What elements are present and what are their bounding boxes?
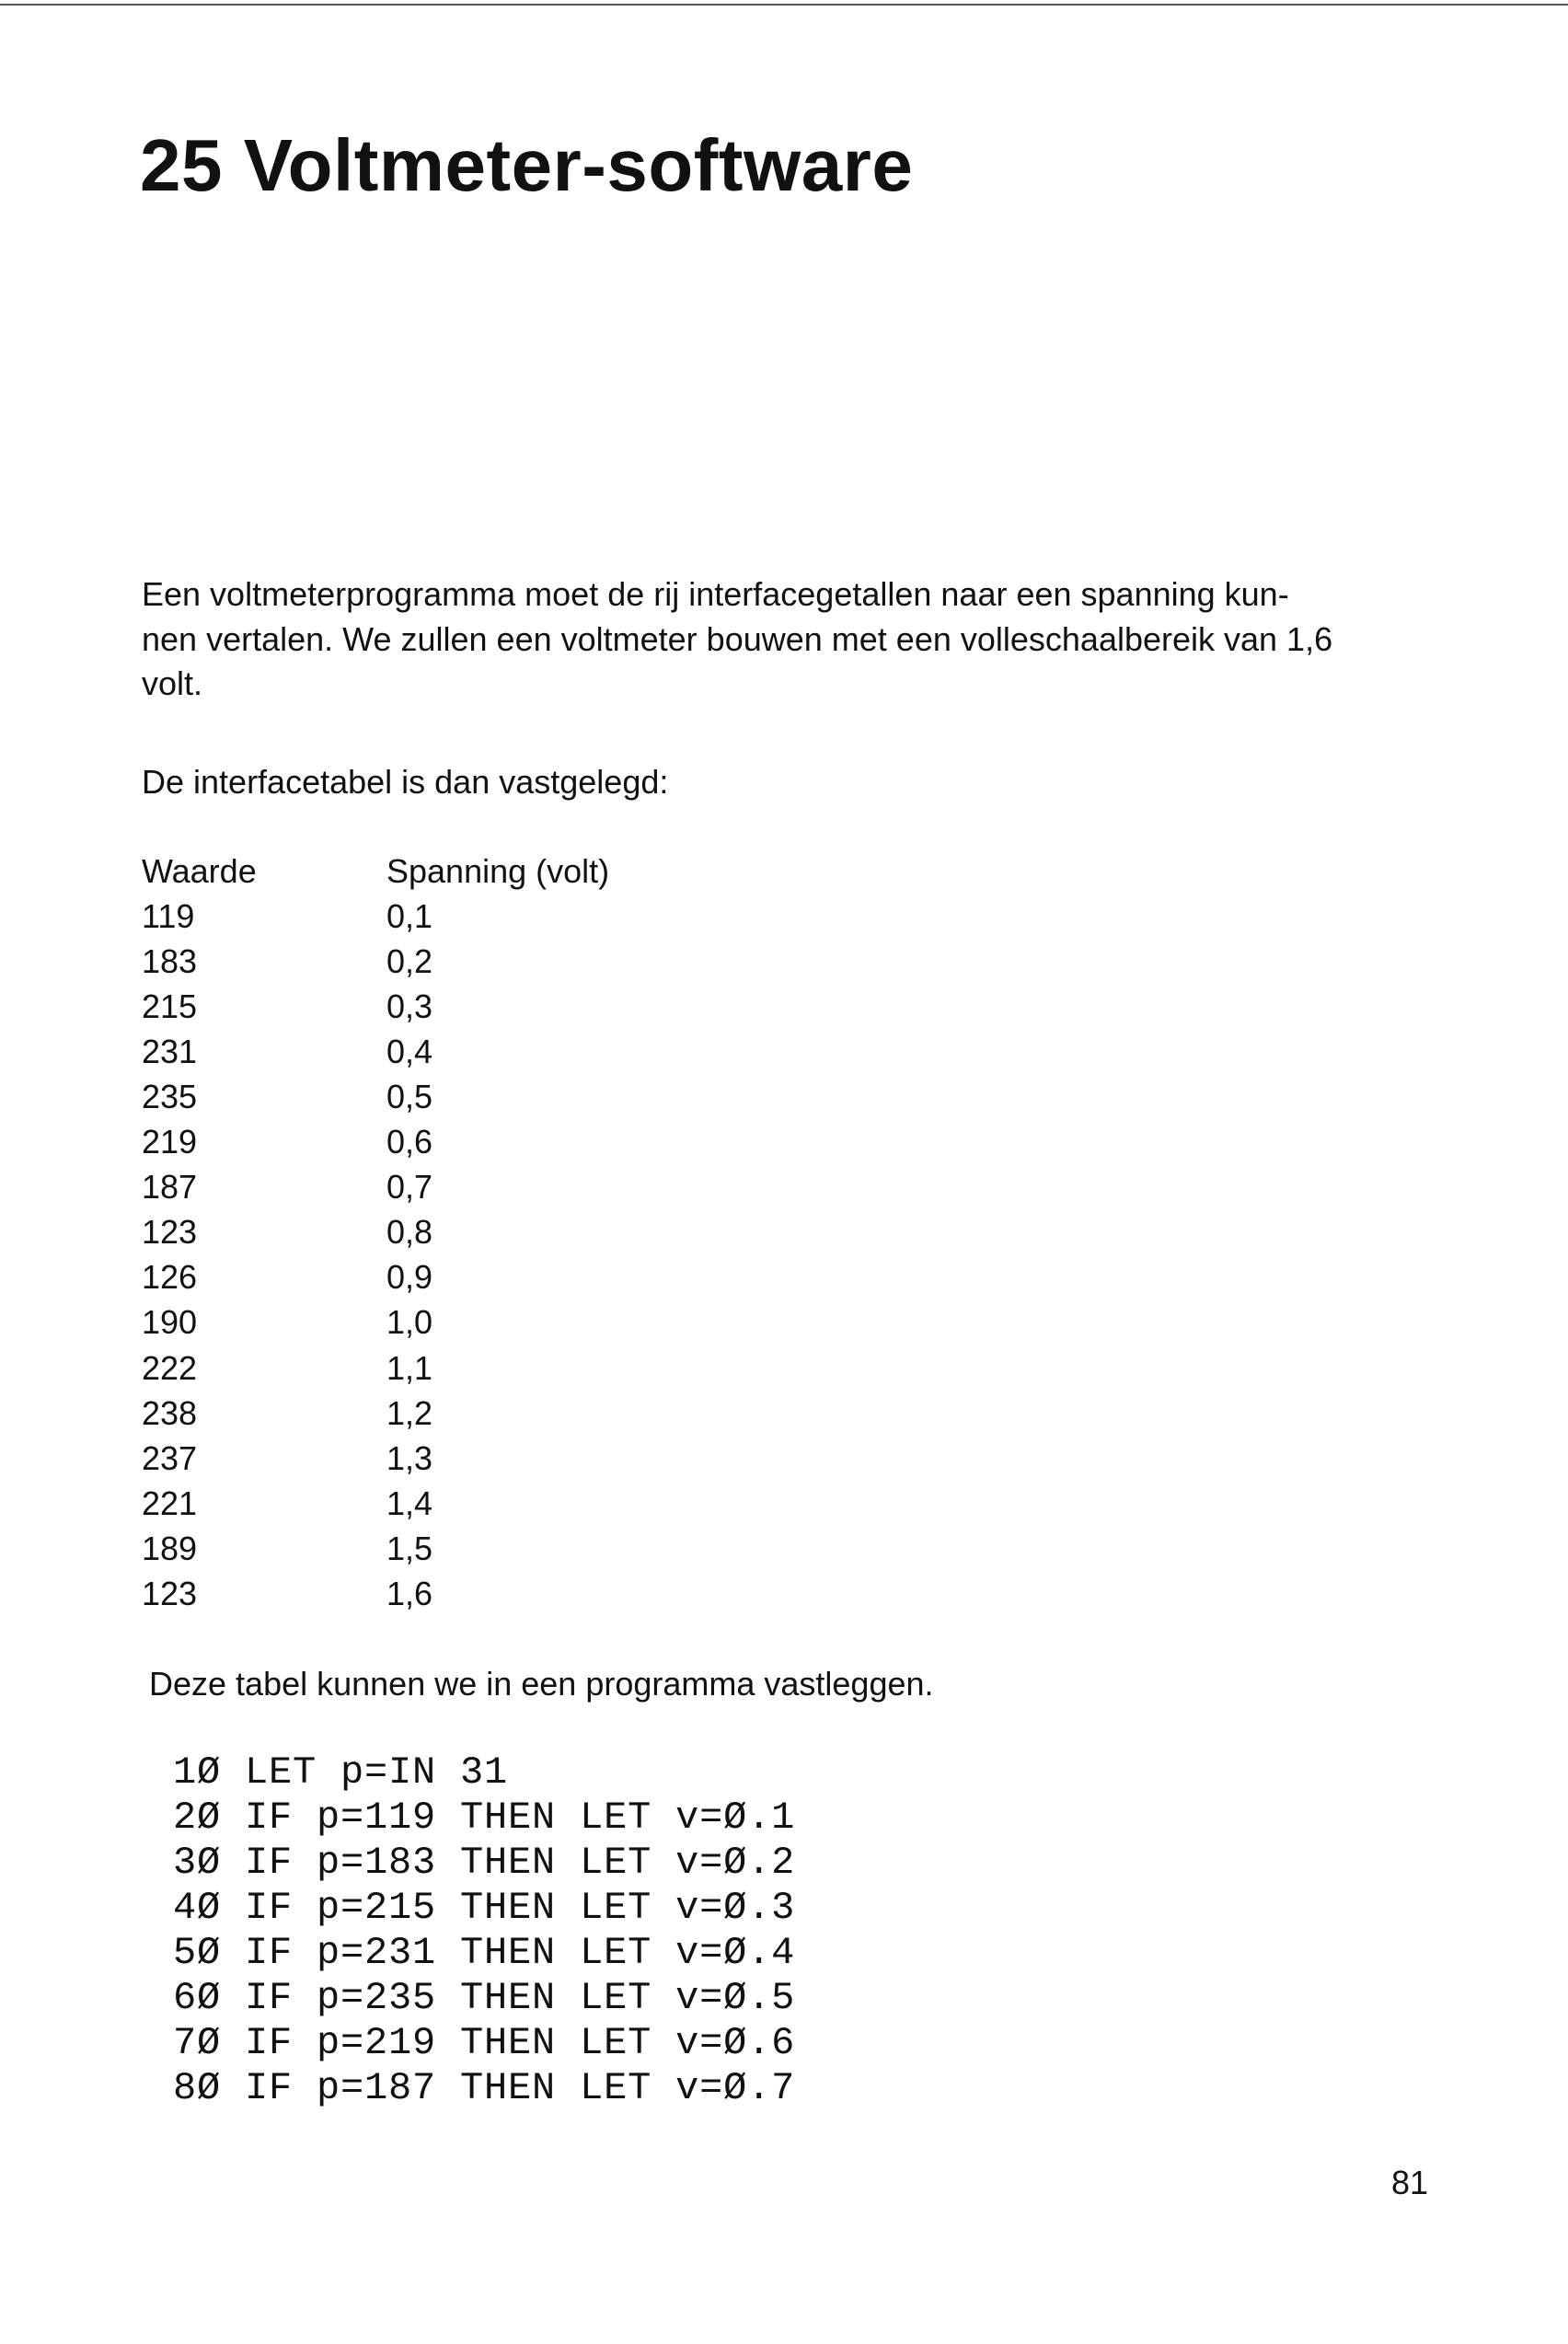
cell-voltage: 0,2 [386, 941, 433, 980]
cell-value: 187 [142, 1168, 198, 1207]
table-row [142, 1526, 609, 1571]
code-line: 1Ø LET p=IN 31 [173, 1750, 509, 1795]
cell-value: 123 [142, 1575, 198, 1613]
page-number: 81 [1391, 2164, 1429, 2201]
table-row [142, 1255, 609, 1300]
cell-voltage: 0,4 [386, 1032, 433, 1070]
cell-value: 222 [142, 1348, 198, 1387]
chapter-title: 25 Voltmeter-software [140, 124, 914, 206]
code-line: 5Ø IF p=231 THEN LET v=Ø.4 [173, 1931, 796, 1975]
table-row [142, 1210, 609, 1255]
cell-voltage: 0,5 [386, 1078, 433, 1116]
code-line: 7Ø IF p=219 THEN LET v=Ø.6 [173, 2021, 796, 2065]
code-line: 2Ø IF p=119 THEN LET v=Ø.1 [173, 1796, 796, 1840]
cell-voltage: 1,6 [386, 1575, 433, 1613]
cell-voltage: 1,4 [386, 1484, 433, 1522]
cell-voltage: 0,7 [386, 1168, 433, 1207]
table-row [142, 1572, 609, 1617]
table-row [142, 984, 609, 1029]
cell-value: 221 [142, 1484, 198, 1522]
code-line: 3Ø IF p=183 THEN LET v=Ø.2 [173, 1841, 796, 1885]
header-value: Waarde [142, 851, 257, 890]
cell-value: 189 [142, 1529, 198, 1567]
table-row [142, 1029, 609, 1074]
intro-line: nen vertalen. We zullen een voltmeter bouwen met een volleschaalbereik van 1,6 [142, 619, 1333, 658]
cell-value: 231 [142, 1032, 198, 1070]
intro-line: Een voltmeterprogramma moet de rij interfacegetallen naar een spanning kun- [142, 575, 1289, 613]
table-row [142, 1345, 609, 1391]
table-row [142, 1120, 609, 1165]
basic-code-listing [173, 1750, 795, 2111]
table-row [142, 1436, 609, 1481]
cell-value: 238 [142, 1393, 198, 1432]
cell-voltage: 1,1 [386, 1348, 433, 1387]
code-line: 8Ø IF p=187 THEN LET v=Ø.7 [173, 2066, 796, 2110]
table-row [142, 1165, 609, 1210]
cell-voltage: 1,0 [386, 1303, 433, 1342]
table-row [142, 939, 609, 984]
cell-value: 126 [142, 1258, 198, 1297]
cell-voltage: 0,1 [386, 896, 433, 935]
cell-value: 219 [142, 1123, 198, 1161]
cell-voltage: 0,3 [386, 987, 433, 1025]
intro-paragraph [142, 572, 1430, 707]
cell-voltage: 0,6 [386, 1123, 433, 1161]
table-row [142, 1074, 609, 1119]
table-intro: De interfacetabel is dan vastgelegd: [142, 763, 669, 801]
code-line: 4Ø IF p=215 THEN LET v=Ø.3 [173, 1886, 796, 1930]
after-table-text: Deze tabel kunnen we in een programma vastleggen. [149, 1665, 934, 1703]
table-row [142, 1391, 609, 1436]
cell-voltage: 1,2 [386, 1393, 433, 1432]
cell-voltage: 0,8 [386, 1213, 433, 1252]
table-row [142, 1300, 609, 1345]
interface-table [142, 849, 609, 1617]
cell-value: 123 [142, 1213, 198, 1252]
header-voltage: Spanning (volt) [386, 851, 610, 890]
table-header-row [142, 849, 609, 894]
cell-value: 237 [142, 1438, 198, 1477]
cell-voltage: 1,5 [386, 1529, 433, 1567]
cell-voltage: 0,9 [386, 1258, 433, 1297]
cell-voltage: 1,3 [386, 1438, 433, 1477]
cell-value: 235 [142, 1078, 198, 1116]
top-rule [0, 4, 1568, 6]
cell-value: 190 [142, 1303, 198, 1342]
cell-value: 183 [142, 941, 198, 980]
code-line: 6Ø IF p=235 THEN LET v=Ø.5 [173, 1976, 796, 2020]
cell-value: 119 [142, 896, 195, 935]
cell-value: 215 [142, 987, 198, 1025]
table-row [142, 894, 609, 939]
table-row [142, 1481, 609, 1526]
intro-line: volt. [142, 664, 203, 702]
